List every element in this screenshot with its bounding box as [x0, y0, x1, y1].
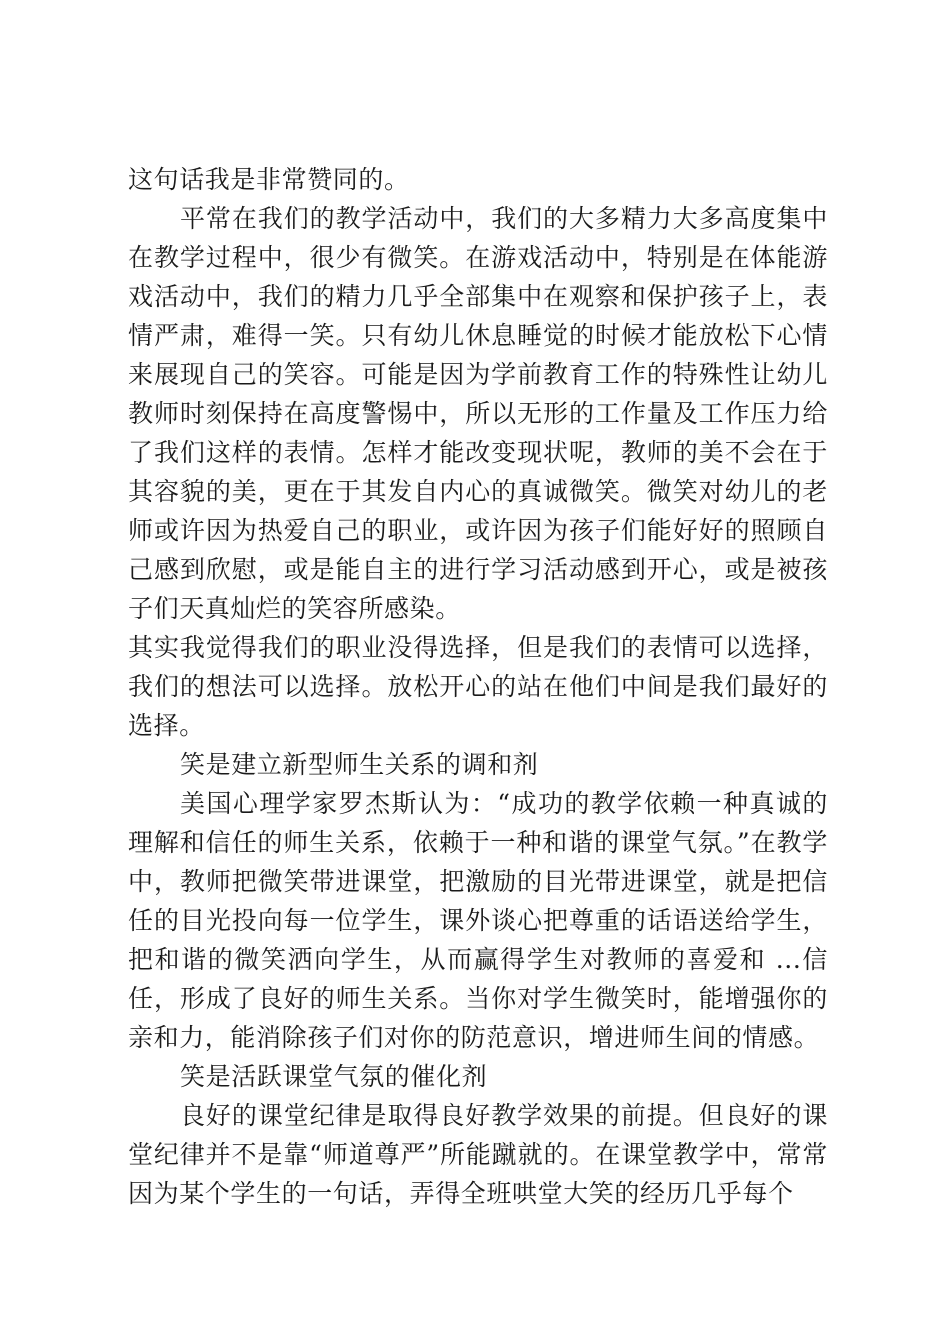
- section-heading-relationship: 笑是建立新型师生关系的调和剂: [180, 750, 539, 779]
- paragraph-choice: 其实我觉得我们的职业没得选择，但是我们的表情可以选择，我们的想法可以选择。放松开心的站在他们中间是我们最好的选择。: [128, 633, 828, 740]
- section-heading-classroom: 笑是活跃课堂气氛的催化剂: [180, 1062, 488, 1091]
- paragraph-agreement: 这句话我是非常赞同的。: [128, 165, 410, 194]
- paragraph-classroom-discipline: 良好的课堂纪律是取得良好教学效果的前提。但良好的课堂纪律并不是靠“师道尊严”所能蹴就的。在课堂教学中，常常因为某个学生的一句话，弄得全班哄堂大笑的经历几乎每个: [128, 1101, 828, 1208]
- paragraph-teaching-smile: 平常在我们的教学活动中，我们的大多精力大多高度集中在教学过程中，很少有微笑。在游戏活动中，特别是在体能游戏活动中，我们的精力几乎全部集中在观察和保护孩子上，表情严肃，难得一笑。只有幼儿休息睡觉的时候才能放松下心情来展现自己的笑容。可能是因为学前教育工作的特殊性让幼儿教师时刻保持在高度警惕中，所以无形的工作量及工作压力给了我们这样的表情。怎样才能改变现状呢，教师的美不会在于其容貌的美，更在于其发自内心的真诚微笑。微笑对幼儿的老师或许因为热爱自己的职业，或许因为孩子们能好好的照顾自己感到欣慰，或是能自主的进行学习活动感到开心，或是被孩子们天真灿烂的笑容所感染。: [128, 204, 828, 623]
- paragraph-rogers-quote: 美国心理学家罗杰斯认为：“成功的教学依赖一种真诚的理解和信任的师生关系，依赖于一种和谐的课堂气氛。”在教学中，教师把微笑带进课堂，把激励的目光带进课堂，就是把信任的目光投向每一位学生，课外谈心把尊重的话语送给学生，把和谐的微笑洒向学生，从而赢得学生对教师的喜爱和 ...信任，形成了良好的师生关系。当你对学生微笑时，能增强你的亲和力，能消除孩子们对你的防范意识，增进师生间的情感。: [128, 789, 828, 1052]
- document-body: [128, 160, 828, 1213]
